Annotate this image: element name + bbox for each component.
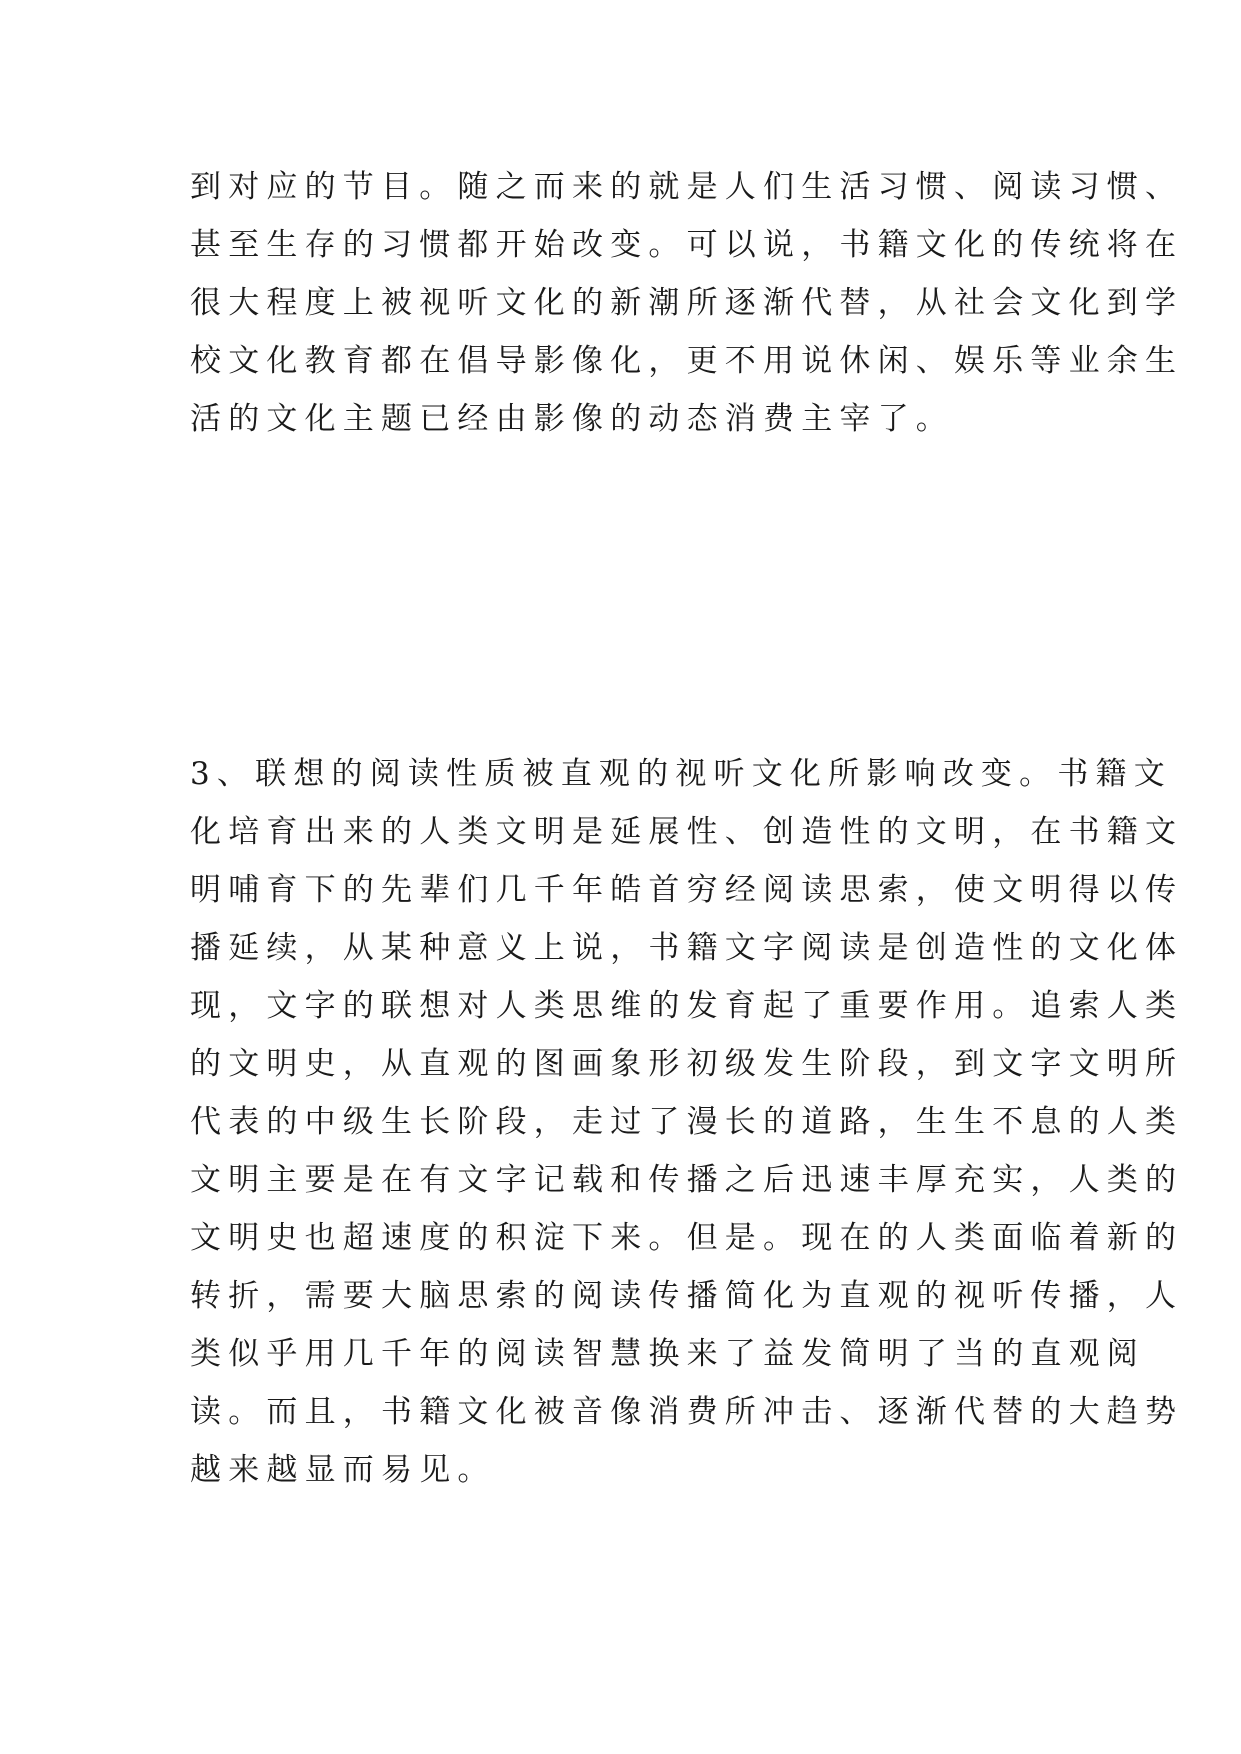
text-line: 活的文化主题已经由影像的动态消费主宰了。 xyxy=(190,401,954,437)
text-line: 转折，需要大脑思索的阅读传播简化为直观的视听传播，人 xyxy=(190,1278,1184,1314)
text-line: 代表的中级生长阶段，走过了漫长的道路，生生不息的人类 xyxy=(190,1104,1184,1140)
text-line: 读。而且，书籍文化被音像消费所冲击、逐渐代替的大趋势 xyxy=(190,1394,1184,1430)
paragraph-section-3 xyxy=(190,745,1184,1499)
text-line: 化培育出来的人类文明是延展性、创造性的文明，在书籍文 xyxy=(190,814,1184,850)
text-line: 文明主要是在有文字记载和传播之后迅速丰厚充实，人类的 xyxy=(190,1162,1184,1198)
text-line: 到对应的节目。随之而来的就是人们生活习惯、阅读习惯、 xyxy=(190,169,1184,205)
text-line: 类似乎用几千年的阅读智慧换来了益发简明了当的直观阅 xyxy=(190,1336,1145,1372)
paragraph-continuation xyxy=(190,158,1184,448)
text-line: 越来越显而易见。 xyxy=(190,1452,496,1488)
text-line: 现，文字的联想对人类思维的发育起了重要作用。追索人类 xyxy=(190,988,1184,1024)
text-line: 播延续，从某种意义上说，书籍文字阅读是创造性的文化体 xyxy=(190,930,1184,966)
text-line: 明哺育下的先辈们几千年皓首穷经阅读思索，使文明得以传 xyxy=(190,872,1184,908)
text-line: 文明史也超速度的积淀下来。但是。现在的人类面临着新的 xyxy=(190,1220,1184,1256)
text-line: 甚至生存的习惯都开始改变。可以说，书籍文化的传统将在 xyxy=(190,227,1184,263)
text-line: 3、联想的阅读性质被直观的视听文化所影响改变。书籍文 xyxy=(190,756,1172,792)
text-line: 校文化教育都在倡导影像化，更不用说休闲、娱乐等业余生 xyxy=(190,343,1184,379)
text-line: 很大程度上被视听文化的新潮所逐渐代替，从社会文化到学 xyxy=(190,285,1184,321)
text-line: 的文明史，从直观的图画象形初级发生阶段，到文字文明所 xyxy=(190,1046,1184,1082)
